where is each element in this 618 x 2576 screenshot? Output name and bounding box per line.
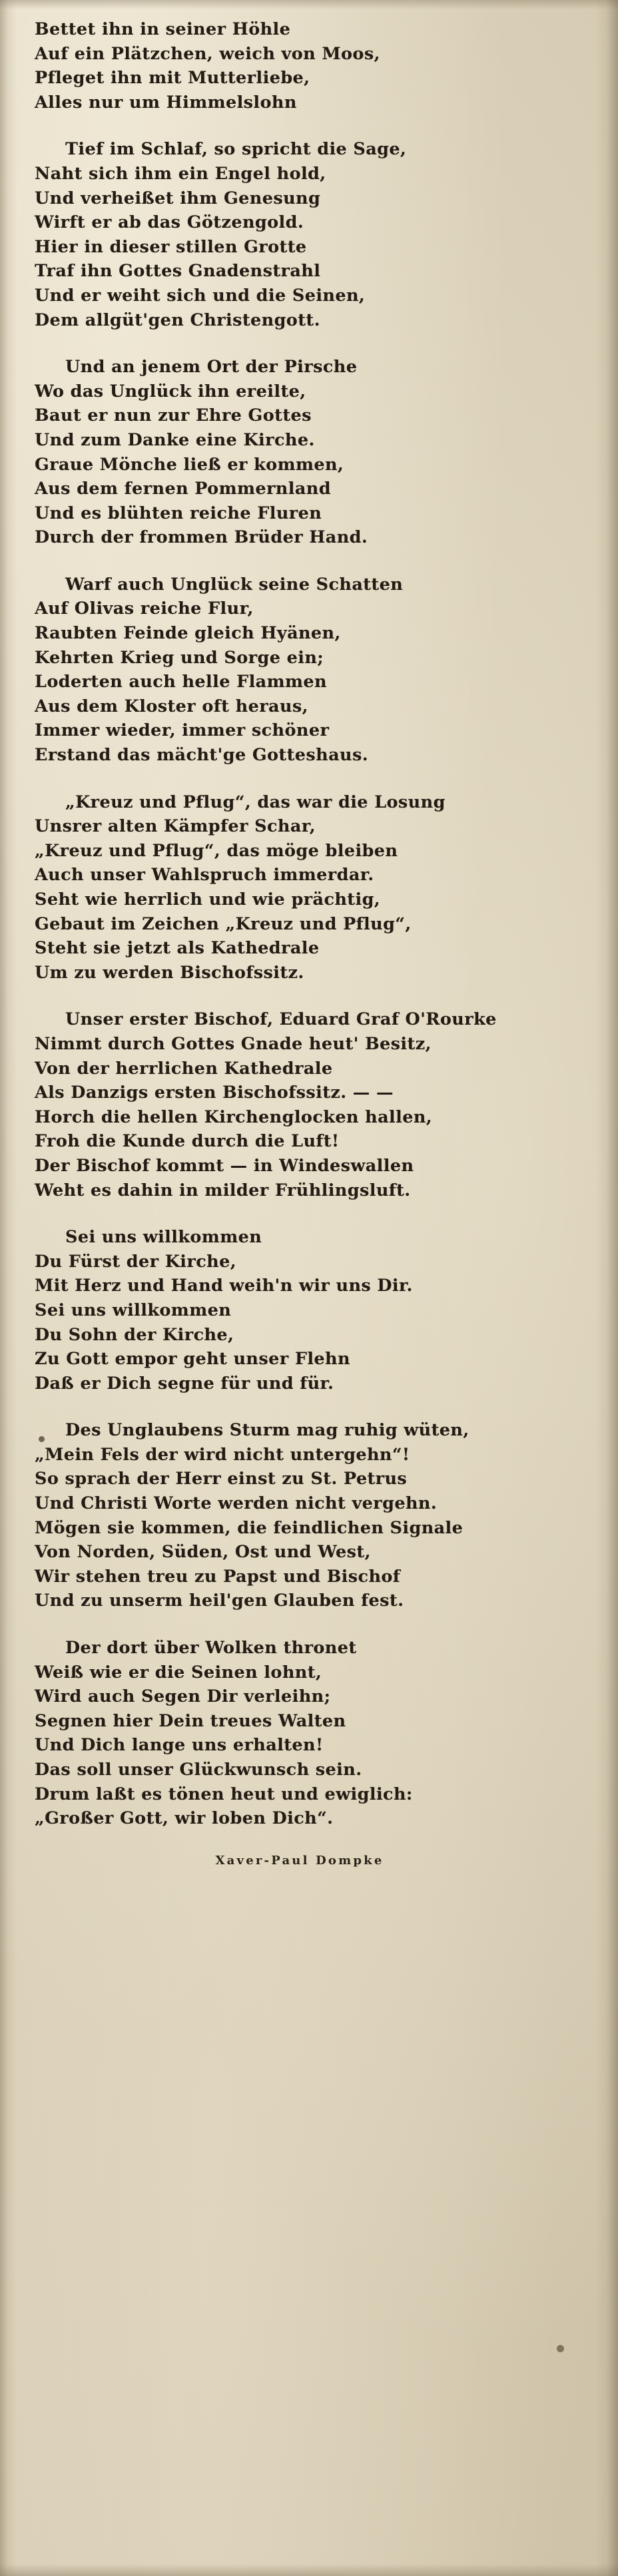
- poem-stanza: [35, 1418, 591, 1613]
- poem-line: Der Bischof kommt — in Windeswallen: [35, 1155, 414, 1176]
- poem-line: Tief im Schlaf, so spricht die Sage,: [65, 139, 407, 160]
- poem-stanza: [35, 355, 591, 550]
- poem-line: Bettet ihn in seiner Höhle: [35, 19, 291, 39]
- poem-line: Seht wie herrlich und wie prächtig,: [35, 890, 381, 909]
- poem-line: Auf Olivas reiche Flur,: [35, 599, 254, 619]
- poem-line: Aus dem Kloster oft heraus,: [35, 696, 308, 716]
- poem-line: „Großer Gott, wir loben Dich“.: [35, 1808, 334, 1829]
- poem-line: Raubten Feinde gleich Hyänen,: [35, 623, 341, 644]
- poem-line: Der dort über Wolken thronet: [65, 1638, 357, 1659]
- poem-line: Und zum Danke eine Kirche.: [35, 429, 315, 450]
- poem-line: Zu Gott empor geht unser Flehn: [35, 1349, 350, 1370]
- poem-line: Unsrer alten Kämpfer Schar,: [35, 816, 316, 837]
- ink-blot-mark: [557, 2345, 564, 2352]
- poem-line: Und er weiht sich und die Seinen,: [35, 285, 366, 306]
- poem-line: Immer wieder, immer schöner: [35, 720, 330, 741]
- poem-line: Und verheißet ihm Genesung: [35, 188, 321, 208]
- poem-line: Und Dich lange uns erhalten!: [35, 1735, 324, 1756]
- poem-line: Sei uns willkommen: [35, 1300, 232, 1320]
- poem-line: Des Unglaubens Sturm mag ruhig wüten,: [65, 1420, 469, 1441]
- poem-line: Unser erster Bischof, Eduard Graf O'Rourke: [65, 1009, 497, 1030]
- poem-line: Weht es dahin in milder Frühlingsluft.: [35, 1180, 411, 1200]
- poem-line: Loderten auch helle Flammen: [35, 672, 327, 692]
- poem-line: Mögen sie kommen, die feindlichen Signale: [35, 1517, 464, 1538]
- poem-line: Auch unser Wahlspruch immerdar.: [35, 865, 374, 886]
- poem-line: Wird auch Segen Dir verleihn;: [35, 1686, 331, 1707]
- poem-line: Von Norden, Süden, Ost und West,: [35, 1542, 371, 1563]
- poem-line: Froh die Kunde durch die Luft!: [35, 1131, 340, 1152]
- poem-line: Nimmt durch Gottes Gnade heut' Besitz,: [35, 1033, 432, 1054]
- poem-line: Und es blühten reiche Fluren: [35, 503, 322, 523]
- poem-line: Alles nur um Himmelslohn: [35, 92, 297, 113]
- poem-text-column: [35, 17, 591, 1868]
- poem-line: Mit Herz und Hand weih'n wir uns Dir.: [35, 1276, 413, 1296]
- poem-line: Horch die hellen Kirchenglocken hallen,: [35, 1107, 433, 1127]
- poem-line: Wirft er ab das Götzengold.: [35, 212, 304, 233]
- poem-stanza: [35, 573, 591, 768]
- poem-line: So sprach der Herr einst zu St. Petrus: [35, 1469, 408, 1489]
- poem-line: „Kreuz und Pflug“, das war die Losung: [65, 792, 446, 812]
- poem-stanza: [35, 1636, 591, 1831]
- poem-line: Du Fürst der Kirche,: [35, 1251, 236, 1272]
- paper-edge-bottom: [0, 2564, 618, 2576]
- poem-line: Und zu unserm heil'gen Glauben fest.: [35, 1591, 404, 1611]
- poem-line: Aus dem fernen Pommernland: [35, 479, 331, 499]
- poem-line: Segnen hier Dein treues Walten: [35, 1710, 346, 1731]
- poem-line: Drum laßt es tönen heut und ewiglich:: [35, 1784, 413, 1804]
- poem-line: Steht sie jetzt als Kathedrale: [35, 938, 320, 959]
- poem-line: Durch der frommen Brüder Hand.: [35, 527, 368, 548]
- poem-line: Naht sich ihm ein Engel hold,: [35, 163, 326, 184]
- poem-line: Das soll unser Glückwunsch sein.: [35, 1760, 362, 1780]
- poem-line: Pfleget ihn mit Mutterliebe,: [35, 68, 310, 89]
- poem-line: Baut er nun zur Ehre Gottes: [35, 405, 312, 426]
- author-credit: Xaver-Paul Dompke: [215, 1853, 384, 1868]
- poem-line: Graue Mönche ließ er kommen,: [35, 454, 344, 475]
- poem-line: Um zu werden Bischofssitz.: [35, 962, 304, 983]
- poem-line: Sei uns willkommen: [65, 1227, 262, 1248]
- poem-line: Und an jenem Ort der Pirsche: [65, 357, 358, 378]
- poem-stanza: [35, 790, 591, 985]
- poem-line: Kehrten Krieg und Sorge ein;: [35, 647, 324, 668]
- paper-edge-top: [0, 0, 618, 9]
- poem-line: „Mein Fels der wird nicht untergehn“!: [35, 1444, 410, 1465]
- poem-line: Auf ein Plätzchen, weich von Moos,: [35, 43, 380, 64]
- paper-edge-right: [595, 0, 618, 2576]
- poem-stanza: [35, 1007, 591, 1202]
- poem-line: Traf ihn Gottes Gnadenstrahl: [35, 261, 321, 282]
- poem-line: Du Sohn der Kirche,: [35, 1324, 234, 1345]
- poem-line: Hier in dieser stillen Grotte: [35, 236, 307, 257]
- poem-line: Wo das Unglück ihn ereilte,: [35, 381, 306, 401]
- poem-line: Weiß wie er die Seinen lohnt,: [35, 1662, 322, 1682]
- poem-line: Als Danzigs ersten Bischofssitz. — —: [35, 1083, 394, 1103]
- poem-stanza: [35, 137, 591, 332]
- poem-line: Erstand das mächt'ge Gotteshaus.: [35, 745, 369, 766]
- poem-line: Gebaut im Zeichen „Kreuz und Pflug“,: [35, 913, 412, 934]
- paper-edge-left: [0, 0, 17, 2576]
- poem-stanza: [35, 17, 591, 115]
- poem-line: „Kreuz und Pflug“, das möge bleiben: [35, 840, 398, 861]
- poem-line: Wir stehen treu zu Papst und Bischof: [35, 1566, 401, 1587]
- poem-line: Warf auch Unglück seine Schatten: [65, 574, 404, 595]
- poem-line: Von der herrlichen Kathedrale: [35, 1058, 333, 1079]
- poem-line: Und Christi Worte werden nicht vergehn.: [35, 1493, 438, 1514]
- poem-stanza: [35, 1225, 591, 1396]
- poem-line: Daß er Dich segne für und für.: [35, 1373, 334, 1394]
- poem-line: Dem allgüt'gen Christengott.: [35, 310, 320, 330]
